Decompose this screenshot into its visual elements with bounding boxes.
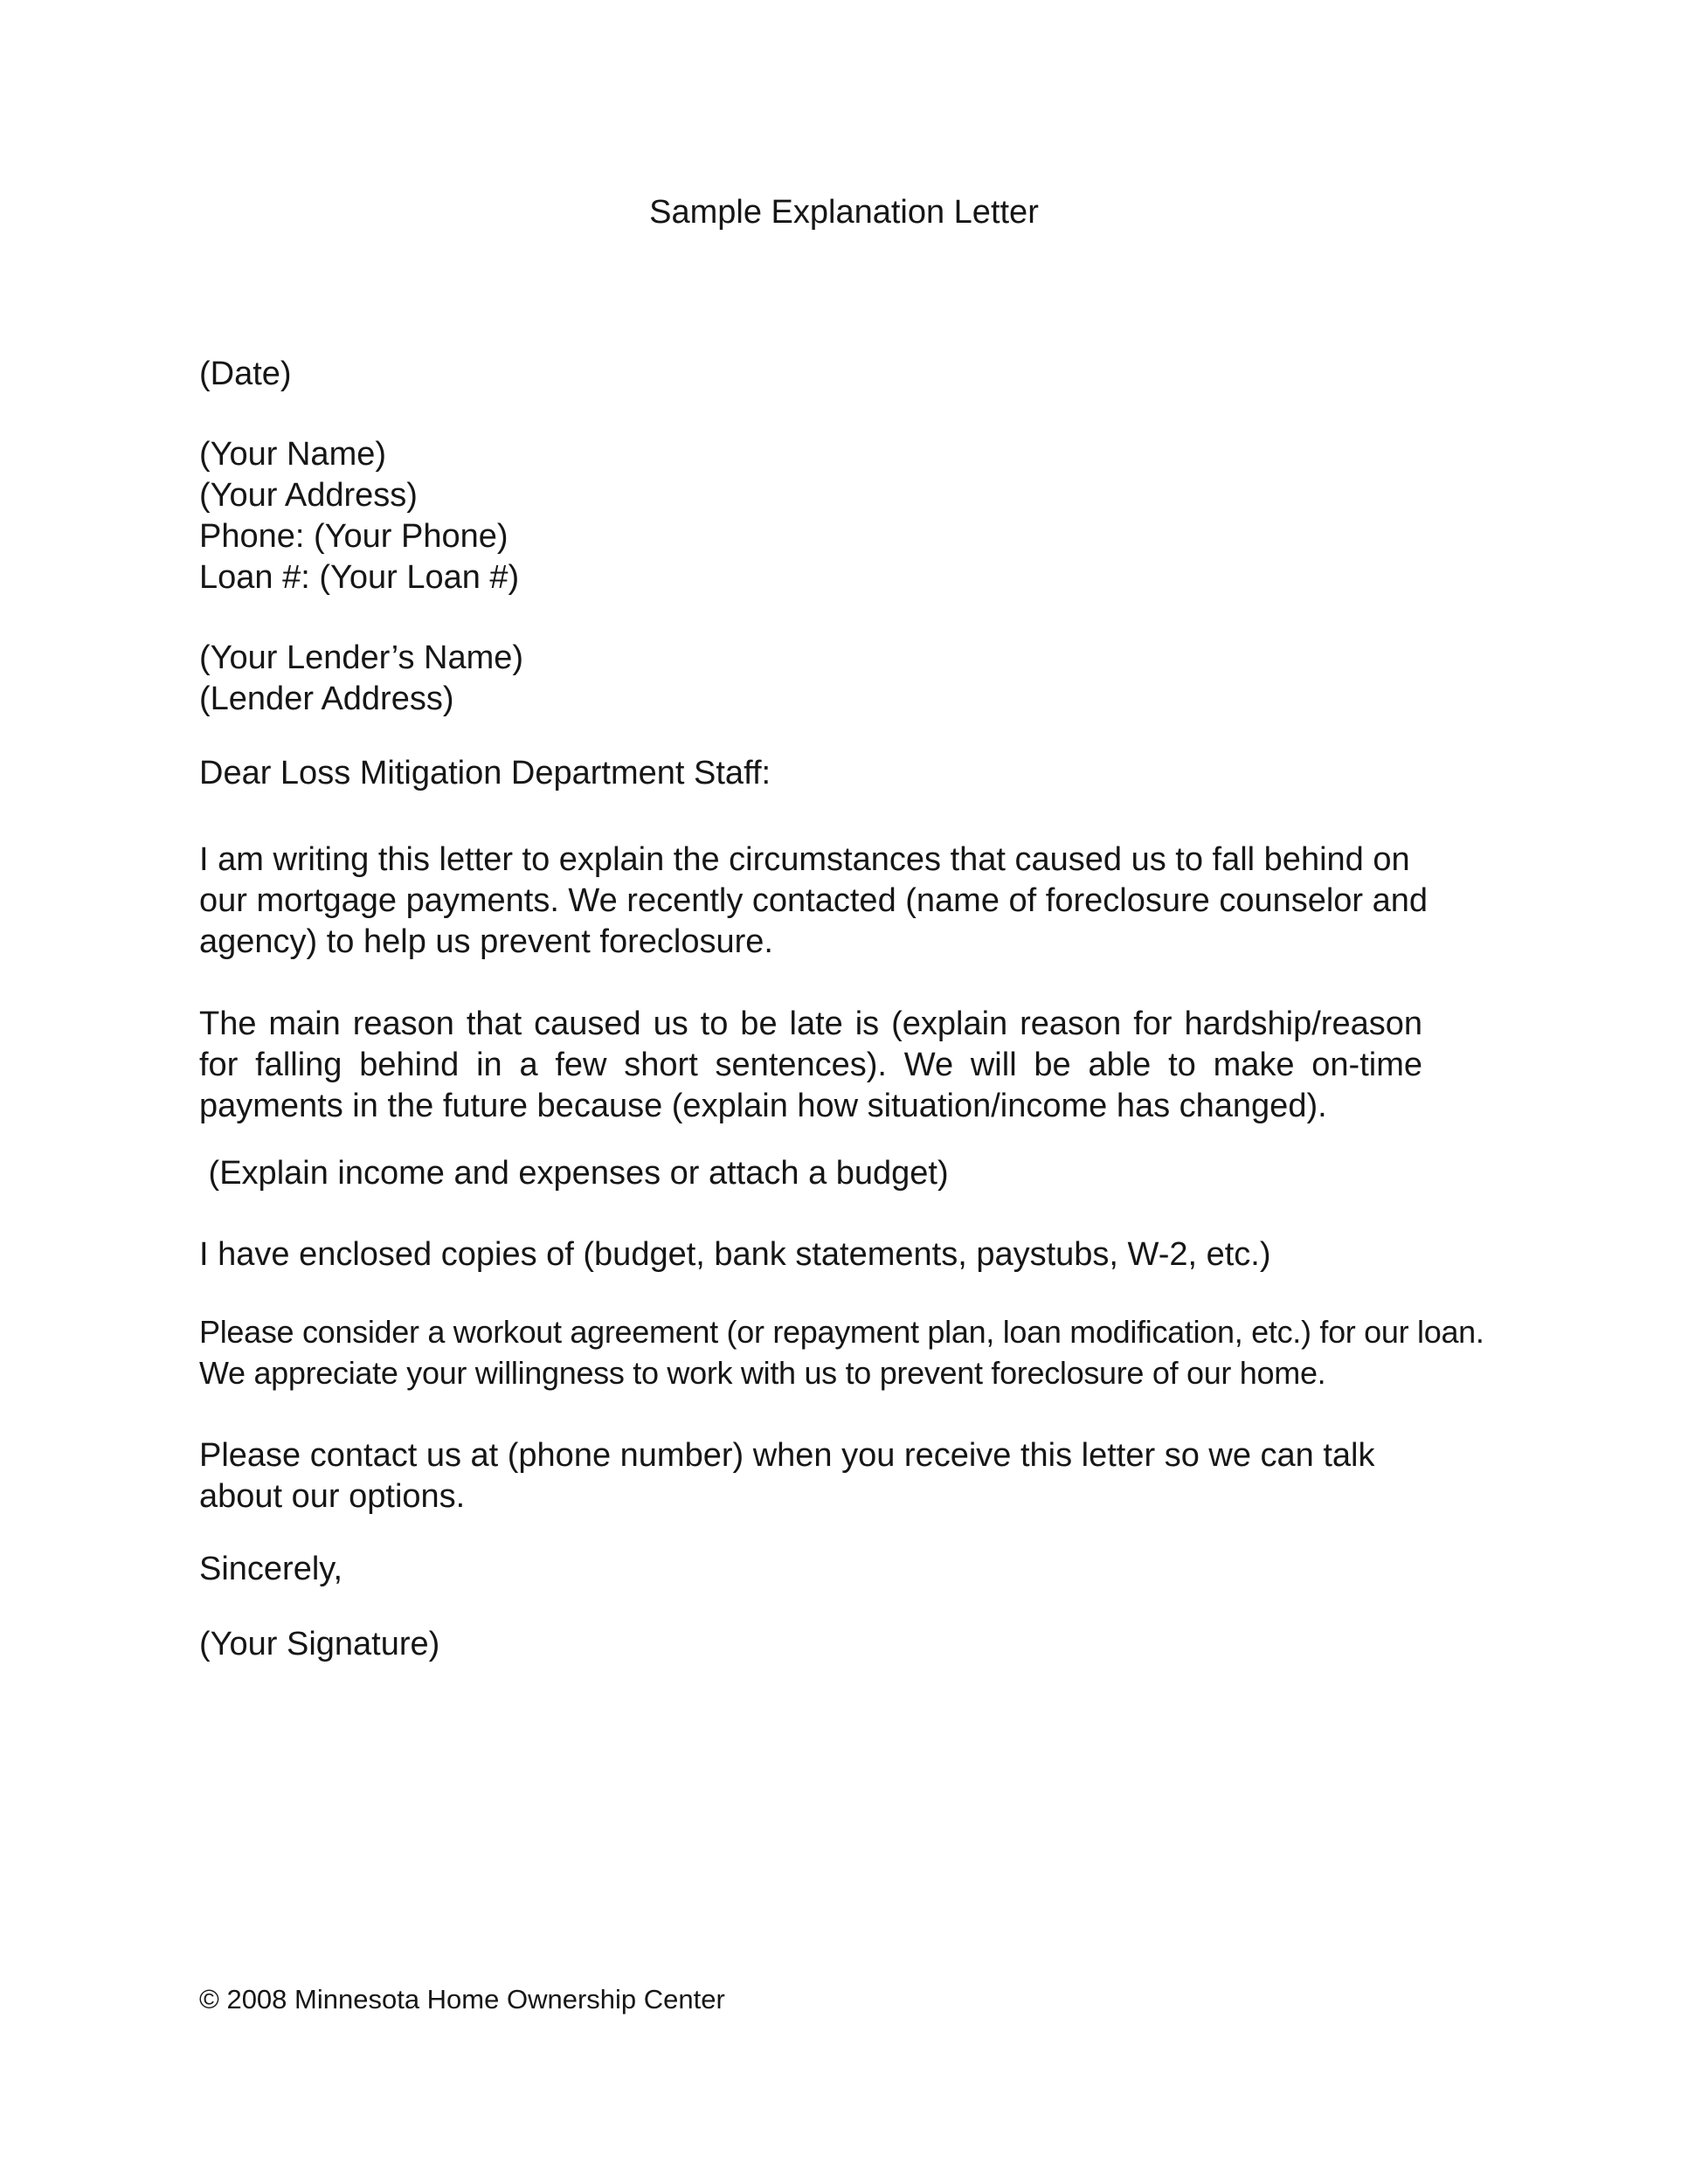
lender-address-line: (Lender Address): [199, 681, 454, 717]
paragraph-enclosures: I have enclosed copies of (budget, bank statements, paystubs, W-2, etc.): [199, 1236, 1271, 1273]
paragraph-contact: [199, 1435, 1422, 1517]
paragraph-budget-note: (Explain income and expenses or attach a budget): [199, 1155, 949, 1192]
sender-address-line: (Your Address): [199, 477, 418, 514]
paragraph-contact-line: Please contact us at (phone number) when you receive this letter so we can talk: [199, 1437, 1375, 1474]
paragraph-intro-line: agency) to help us prevent foreclosure.: [199, 923, 773, 960]
sender-block: [199, 434, 1422, 598]
paragraph-intro: [199, 840, 1429, 963]
paragraph-intro-line: I am writing this letter to explain the circumstances that caused us to fall behind on: [199, 841, 1410, 878]
closing: Sincerely,: [199, 1551, 343, 1587]
copyright-footer: © 2008 Minnesota Home Ownership Center: [199, 1984, 725, 2015]
letter-body: [199, 0, 1484, 1665]
paragraph-reason-line: payments in the future because (explain how situation/income has changed).: [199, 1088, 1327, 1124]
paragraph-workout-request: [199, 1311, 1484, 1393]
paragraph-contact-line: about our options.: [199, 1478, 466, 1515]
page-title: Sample Explanation Letter: [649, 194, 1039, 231]
paragraph-reason-line: The main reason that caused us to be late is (explain reason for hardship/reason: [199, 1006, 1422, 1042]
paragraph-workout-request-line: We appreciate your willingness to work with us to prevent foreclosure of our home.: [199, 1355, 1326, 1391]
paragraph-reason: [199, 1004, 1422, 1127]
paragraph-intro-line: our mortgage payments. We recently contacted (name of foreclosure counselor and: [199, 882, 1429, 919]
signature-line: (Your Signature): [199, 1626, 440, 1662]
lender-block: [199, 638, 1422, 720]
paragraph-reason-line: for falling behind in a few short sentences). We will be able to make on-time: [199, 1047, 1422, 1083]
date-line: (Date): [199, 356, 292, 392]
paragraph-workout-request-line: Please consider a workout agreement (or repayment plan, loan modification, etc.) for our loan.: [199, 1314, 1484, 1350]
salutation: Dear Loss Mitigation Department Staff:: [199, 755, 771, 791]
sender-phone-line: Phone: (Your Phone): [199, 518, 508, 555]
lender-name-line: (Your Lender’s Name): [199, 639, 524, 676]
sender-name-line: (Your Name): [199, 436, 387, 473]
sender-loan-line: Loan #: (Your Loan #): [199, 559, 520, 596]
